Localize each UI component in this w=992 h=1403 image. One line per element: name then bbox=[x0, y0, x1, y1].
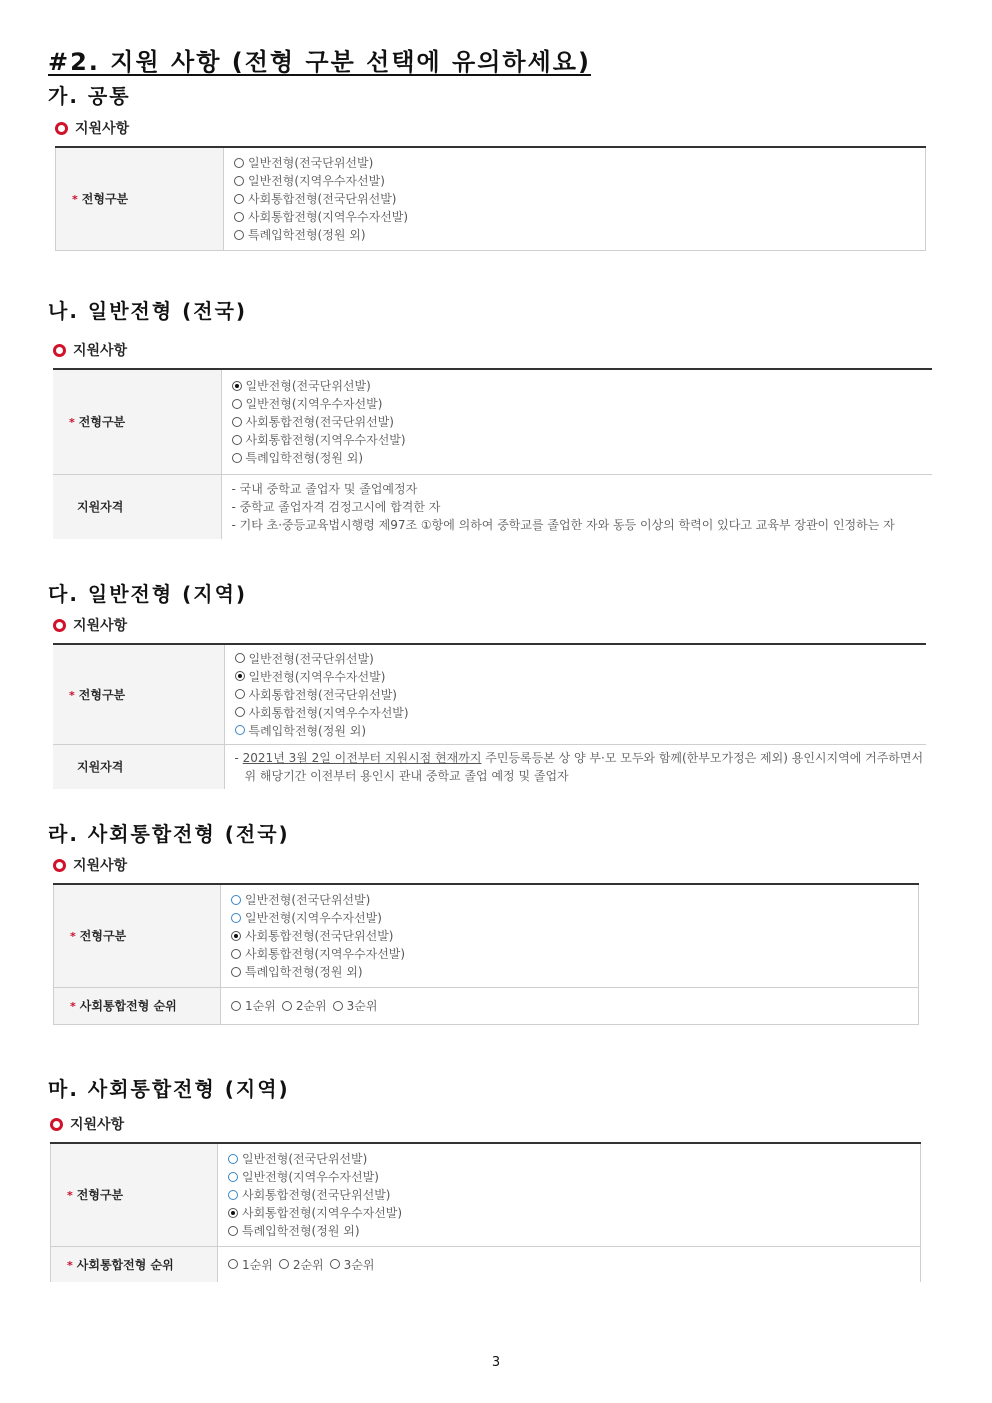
type-options bbox=[224, 147, 926, 250]
ring-bullet-icon bbox=[53, 859, 66, 872]
radio-icon[interactable] bbox=[232, 453, 242, 463]
rank-3-label: 3순위 bbox=[343, 1257, 375, 1272]
qualification-label: 지원자격 bbox=[77, 760, 124, 775]
page-title: #2. 지원 사항 (전형 구분 선택에 유의하세요) bbox=[48, 48, 591, 76]
option-general-regional[interactable]: 일반전형(지역우수자선발) bbox=[231, 909, 918, 927]
option-general-regional[interactable]: 일반전형(지역우수자선발) bbox=[235, 667, 927, 685]
option-social-national[interactable]: 사회통합전형(전국단위선발) bbox=[228, 1186, 920, 1204]
option-social-regional[interactable]: 사회통합전형(지역우수자선발) bbox=[234, 208, 925, 226]
radio-icon[interactable] bbox=[232, 399, 242, 409]
rank-2-label: 2순위 bbox=[292, 1257, 324, 1272]
option-general-national[interactable]: 일반전형(전국단위선발) bbox=[228, 1150, 920, 1168]
radio-icon[interactable] bbox=[234, 230, 244, 240]
type-label-cell bbox=[56, 147, 224, 250]
option-general-national[interactable]: 일반전형(전국단위선발) bbox=[234, 154, 925, 172]
option-special[interactable]: 특례입학전형(정원 외) bbox=[232, 449, 933, 467]
type-options bbox=[218, 1143, 921, 1246]
option-special[interactable]: 특례입학전형(정원 외) bbox=[231, 963, 918, 981]
sub-heading-label: 지원사항 bbox=[75, 121, 130, 137]
type-label: 전형구분 bbox=[78, 415, 126, 430]
option-social-regional[interactable]: 사회통합전형(지역우수자선발) bbox=[228, 1204, 920, 1222]
rank-label-cell bbox=[54, 987, 221, 1024]
sub-heading bbox=[53, 855, 127, 875]
radio-icon[interactable] bbox=[231, 967, 241, 977]
rank-label-cell bbox=[51, 1246, 218, 1282]
radio-icon[interactable] bbox=[235, 707, 245, 717]
qualification-text bbox=[224, 744, 926, 789]
rank-label: 사회통합전형 순위 bbox=[79, 999, 177, 1013]
option-social-regional[interactable]: 사회통합전형(지역우수자선발) bbox=[232, 431, 933, 449]
application-form-general-regional bbox=[53, 643, 926, 789]
section-heading-general-regional: 다. 일반전형 (지역) bbox=[48, 582, 248, 606]
option-social-national[interactable]: 사회통합전형(전국단위선발) bbox=[232, 413, 933, 431]
radio-icon[interactable] bbox=[234, 194, 244, 204]
rank-options bbox=[218, 1246, 921, 1282]
qualification-period: 2021년 3월 2일 이전부터 지원시점 현재까지 bbox=[242, 750, 482, 765]
ring-bullet-icon bbox=[50, 1118, 63, 1131]
required-star-icon: * bbox=[70, 1000, 76, 1013]
required-star-icon: * bbox=[72, 193, 78, 207]
section-heading-social-regional: 마. 사회통합전형 (지역) bbox=[48, 1077, 290, 1101]
option-social-regional[interactable]: 사회통합전형(지역우수자선발) bbox=[235, 703, 927, 721]
rank-label: 사회통합전형 순위 bbox=[76, 1257, 174, 1272]
section-heading-social-national: 라. 사회통합전형 (전국) bbox=[48, 822, 290, 846]
sub-heading bbox=[50, 1114, 124, 1134]
required-star-icon: * bbox=[67, 1258, 73, 1272]
option-general-regional[interactable]: 일반전형(지역우수자선발) bbox=[232, 395, 933, 413]
sub-heading-label: 지원사항 bbox=[73, 858, 128, 874]
application-form-social-national bbox=[53, 883, 919, 1025]
radio-selected-icon[interactable] bbox=[231, 931, 241, 941]
application-form-common bbox=[55, 146, 926, 251]
sub-heading-label: 지원사항 bbox=[73, 618, 128, 634]
type-label-cell bbox=[53, 644, 224, 744]
radio-icon[interactable] bbox=[235, 689, 245, 699]
radio-icon[interactable] bbox=[228, 1154, 238, 1164]
radio-icon[interactable] bbox=[232, 417, 242, 427]
type-label-cell bbox=[53, 369, 221, 474]
radio-icon[interactable] bbox=[234, 212, 244, 222]
section-heading-general-national: 나. 일반전형 (전국) bbox=[48, 299, 248, 323]
radio-icon[interactable] bbox=[228, 1172, 238, 1182]
radio-icon[interactable] bbox=[228, 1226, 238, 1236]
qualification-text bbox=[221, 474, 932, 539]
option-general-national[interactable]: 일반전형(전국단위선발) bbox=[232, 377, 933, 395]
radio-icon[interactable] bbox=[232, 435, 242, 445]
radio-icon[interactable] bbox=[235, 653, 245, 663]
qualification-label: 지원자격 bbox=[77, 500, 124, 515]
ring-bullet-icon bbox=[55, 122, 68, 135]
sub-heading bbox=[53, 340, 127, 360]
sub-heading-label: 지원사항 bbox=[70, 1117, 125, 1133]
option-special[interactable]: 특례입학전형(정원 외) bbox=[235, 721, 927, 739]
type-label: 전형구분 bbox=[79, 929, 127, 944]
type-options bbox=[221, 884, 919, 987]
rank-1-radio-icon[interactable] bbox=[231, 1001, 241, 1011]
qualification-line: - 2021년 3월 2일 이전부터 지원시점 현재까지 주민등록등본 상 양 부·모 모두와 함께(한부모가정은 제외) 용인시지역에 거주하면서 bbox=[234, 750, 924, 765]
type-label: 전형구분 bbox=[76, 1188, 124, 1203]
option-special[interactable]: 특례입학전형(정원 외) bbox=[234, 226, 925, 244]
option-general-national[interactable]: 일반전형(전국단위선발) bbox=[231, 891, 918, 909]
type-label: 전형구분 bbox=[81, 192, 129, 207]
page-number: 3 bbox=[491, 1355, 501, 1370]
type-options bbox=[224, 644, 926, 744]
type-label-cell bbox=[54, 884, 221, 987]
radio-icon[interactable] bbox=[228, 1190, 238, 1200]
rank-1-radio-icon[interactable] bbox=[228, 1259, 238, 1269]
section-heading-common: 가. 공통 bbox=[48, 84, 131, 108]
type-options bbox=[221, 369, 932, 474]
option-social-national[interactable]: 사회통합전형(전국단위선발) bbox=[231, 927, 918, 945]
radio-icon[interactable] bbox=[231, 949, 241, 959]
radio-icon[interactable] bbox=[234, 158, 244, 168]
qualification-line: - 국내 중학교 졸업자 및 졸업예정자 bbox=[231, 481, 418, 496]
sub-heading bbox=[53, 615, 127, 635]
application-form-general-national bbox=[53, 368, 932, 539]
rank-2-label: 2순위 bbox=[295, 999, 327, 1013]
type-label-cell bbox=[51, 1143, 218, 1246]
option-social-national[interactable]: 사회통합전형(전국단위선발) bbox=[234, 190, 925, 208]
qualification-label-cell bbox=[53, 474, 221, 539]
radio-icon[interactable] bbox=[235, 725, 245, 735]
qualification-line: 위 해당기간 이전부터 용인시 관내 중학교 졸업 예정 및 졸업자 bbox=[244, 768, 569, 783]
radio-icon[interactable] bbox=[231, 895, 241, 905]
rank-1-label: 1순위 bbox=[242, 1257, 273, 1272]
rank-2-radio-icon[interactable] bbox=[282, 1001, 292, 1011]
option-general-regional[interactable]: 일반전형(지역우수자선발) bbox=[228, 1168, 920, 1186]
sub-heading bbox=[55, 118, 129, 138]
option-social-regional[interactable]: 사회통합전형(지역우수자선발) bbox=[231, 945, 918, 963]
type-label: 전형구분 bbox=[78, 687, 126, 702]
rank-3-label: 3순위 bbox=[346, 999, 378, 1013]
required-star-icon: * bbox=[70, 930, 76, 944]
required-star-icon: * bbox=[69, 416, 75, 430]
option-general-national[interactable]: 일반전형(전국단위선발) bbox=[235, 649, 927, 667]
required-star-icon: * bbox=[69, 688, 75, 702]
rank-3-radio-icon[interactable] bbox=[333, 1001, 343, 1011]
radio-icon[interactable] bbox=[234, 176, 244, 186]
ring-bullet-icon bbox=[53, 344, 66, 357]
sub-heading-label: 지원사항 bbox=[73, 343, 128, 359]
rank-2-radio-icon[interactable] bbox=[279, 1259, 289, 1269]
option-special[interactable]: 특례입학전형(정원 외) bbox=[228, 1222, 920, 1240]
qualification-line: - 중학교 졸업자격 검정고시에 합격한 자 bbox=[231, 499, 441, 514]
radio-selected-icon[interactable] bbox=[232, 381, 242, 391]
radio-selected-icon[interactable] bbox=[228, 1208, 238, 1218]
qualification-line: - 기타 초·중등교육법시행령 제97조 ①항에 의하여 중학교를 졸업한 자와 동등 이상의 학력이 있다고 교육부 장관이 인정하는 자 bbox=[231, 517, 895, 532]
required-star-icon: * bbox=[67, 1189, 73, 1203]
option-general-regional[interactable]: 일반전형(지역우수자선발) bbox=[234, 172, 925, 190]
application-form-social-regional bbox=[50, 1142, 921, 1282]
option-social-national[interactable]: 사회통합전형(전국단위선발) bbox=[235, 685, 927, 703]
rank-1-label: 1순위 bbox=[245, 999, 276, 1013]
rank-options bbox=[221, 987, 919, 1024]
ring-bullet-icon bbox=[53, 619, 66, 632]
rank-3-radio-icon[interactable] bbox=[330, 1259, 340, 1269]
radio-selected-icon[interactable] bbox=[235, 671, 245, 681]
radio-icon[interactable] bbox=[231, 913, 241, 923]
qualification-label-cell bbox=[53, 744, 224, 789]
